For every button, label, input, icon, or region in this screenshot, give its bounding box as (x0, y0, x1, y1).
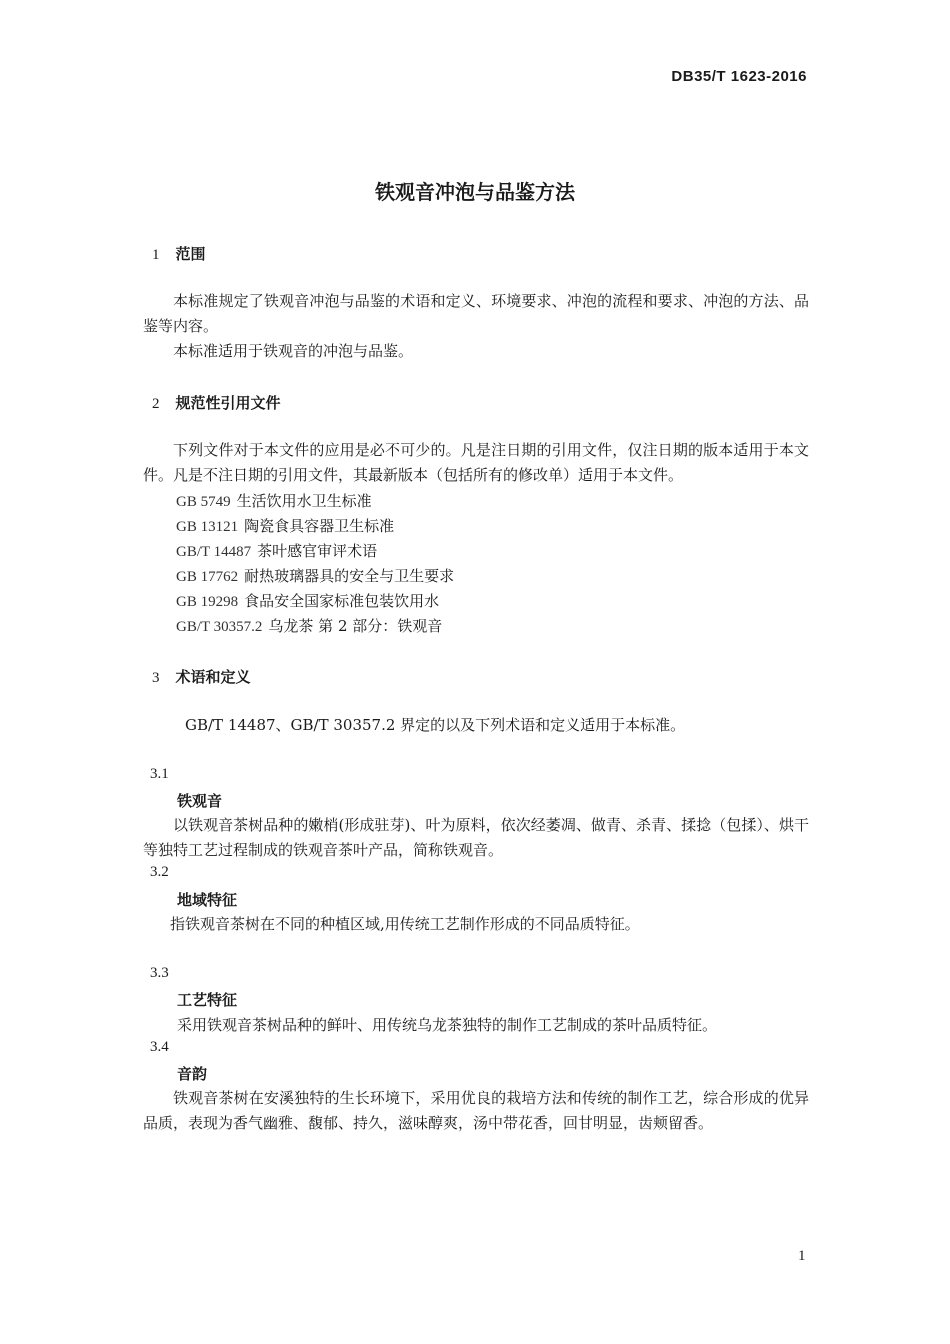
section-heading-terms (152, 666, 251, 687)
reference-item (176, 565, 454, 586)
section-heading-scope (152, 243, 206, 264)
terms-intro: GB/T 14487、GB/T 30357.2 界定的以及下列术语和定义适用于本标准。 (185, 716, 686, 734)
reference-item (176, 540, 377, 561)
reference-code: GB 5749 (176, 494, 231, 510)
reference-name: 茶叶感官审评术语 (257, 542, 378, 560)
reference-code: GB 13121 (176, 519, 239, 535)
section-number: 2 (152, 396, 160, 412)
term-definition: 采用铁观音茶树品种的鲜叶、用传统乌龙茶独特的制作工艺制成的茶叶品质特征。 (177, 1016, 718, 1034)
section-number: 1 (152, 247, 160, 263)
paragraph-scope-2: 本标准适用于铁观音的冲泡与品鉴。 (173, 342, 414, 360)
term-name: 工艺特征 (177, 991, 238, 1009)
paragraph-scope-1: 本标准规定了铁观音冲泡与品鉴的术语和定义、环境要求、冲泡的流程和要求、冲泡的方法、品鉴等内容。 (143, 292, 809, 335)
reference-name: 食品安全国家标准包装饮用水 (244, 592, 440, 610)
section-heading-references (152, 392, 281, 413)
document-code: DB35/T 1623-2016 (671, 68, 807, 85)
term-definition: 铁观音茶树在安溪独特的生长环境下，采用优良的栽培方法和传统的制作工艺，综合形成的优异品质，表现为香气幽雅、馥郁、持久，滋味醇爽，汤中带花香，回甘明显，齿颊留香。 (143, 1089, 809, 1132)
reference-name: 耐热玻璃器具的安全与卫生要求 (244, 567, 455, 585)
page-number: 1 (798, 1248, 806, 1264)
term-name: 音韵 (177, 1065, 208, 1083)
reference-name: 乌龙茶 第 2 部分：铁观音 (268, 617, 443, 635)
section-number: 3 (152, 670, 160, 686)
reference-item (176, 615, 442, 636)
reference-code: GB/T 14487 (176, 544, 252, 560)
term-number: 3.2 (150, 864, 169, 880)
page-title: 铁观音冲泡与品鉴方法 (375, 180, 575, 204)
section-title: 术语和定义 (175, 668, 251, 686)
term-name: 地域特征 (177, 891, 238, 909)
reference-item (176, 490, 372, 511)
term-definition: 指铁观音茶树在不同的种植区域,用传统工艺制作形成的不同品质特征。 (170, 915, 640, 933)
term-number: 3.4 (150, 1039, 169, 1055)
section-title: 规范性引用文件 (175, 394, 281, 412)
section-title: 范围 (175, 245, 206, 263)
reference-code: GB/T 30357.2 (176, 619, 263, 635)
reference-code: GB 17762 (176, 569, 239, 585)
reference-code: GB 19298 (176, 594, 239, 610)
term-number: 3.3 (150, 965, 169, 981)
reference-item (176, 515, 394, 536)
reference-name: 陶瓷食具容器卫生标准 (244, 517, 395, 535)
term-number: 3.1 (150, 766, 169, 782)
reference-item (176, 590, 439, 611)
paragraph-references: 下列文件对于本文件的应用是必不可少的。凡是注日期的引用文件，仅注日期的版本适用于本文件。凡是不注日期的引用文件，其最新版本（包括所有的修改单）适用于本文件。 (143, 441, 809, 484)
reference-name: 生活饮用水卫生标准 (236, 492, 372, 510)
term-definition: 以铁观音茶树品种的嫩梢(形成驻芽)、叶为原料，依次经萎凋、做青、杀青、揉捻（包揉）、烘干等独特工艺过程制成的铁观音茶叶产品，简称铁观音。 (143, 816, 809, 859)
term-name: 铁观音 (177, 792, 223, 810)
